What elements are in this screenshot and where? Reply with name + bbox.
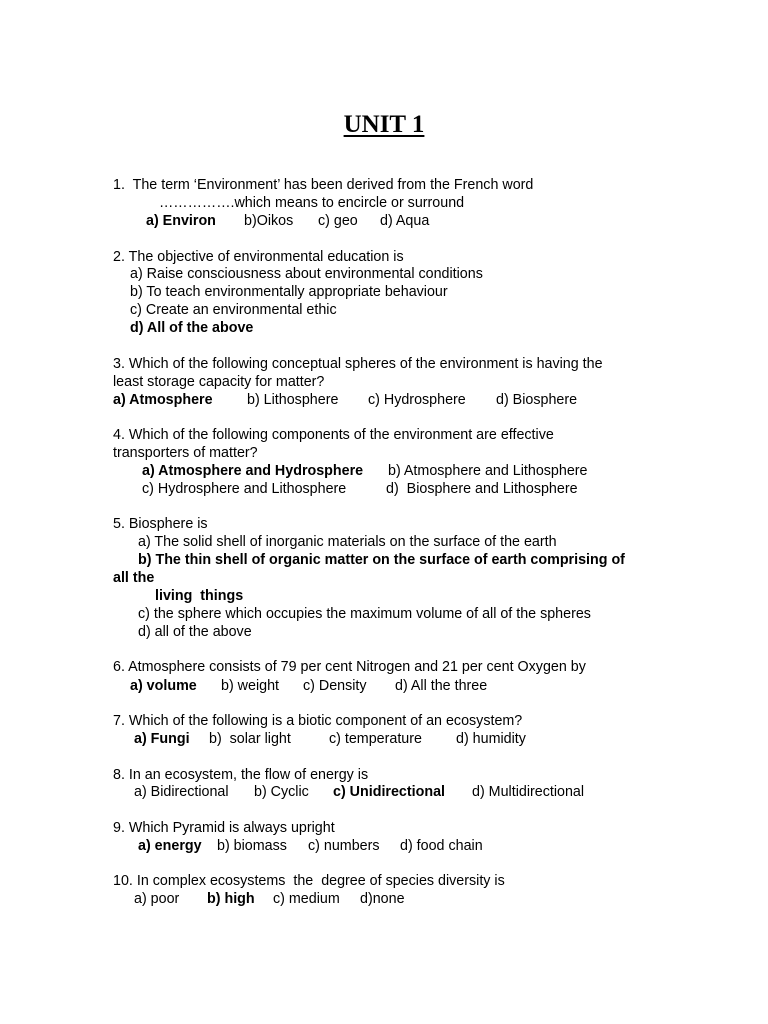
question-3-option-b: b) Lithosphere: [247, 392, 339, 408]
question-2-option-a: a) Raise consciousness about environmental conditions: [130, 266, 483, 282]
question-5-option-b-line2: all the: [113, 570, 155, 586]
question-10-text: 10. In complex ecosystems the degree of species diversity is: [113, 873, 505, 889]
question-8-option-a: a) Bidirectional: [134, 784, 229, 800]
question-5-option-b: b) The thin shell of organic matter on the surface of earth comprising of: [138, 552, 625, 568]
question-1-text-line2: …………….which means to encircle or surround: [159, 195, 465, 211]
question-1-text: 1. The term ‘Environment’ has been derived from the French word: [113, 177, 534, 193]
question-4-option-c: c) Hydrosphere and Lithosphere: [142, 481, 347, 497]
question-4-option-a: a) Atmosphere and Hydrosphere: [142, 463, 364, 479]
question-9-option-b: b) biomass: [217, 838, 287, 854]
question-7-option-c: c) temperature: [329, 731, 422, 747]
question-3-text: 3. Which of the following conceptual spheres of the environment is having the: [113, 356, 603, 372]
question-9-option-c: c) numbers: [308, 838, 380, 854]
question-1-option-d: d) Aqua: [380, 213, 430, 229]
question-6-option-d: d) All the three: [395, 678, 488, 694]
question-10-option-d: d)none: [360, 891, 405, 907]
question-9-option-a: a) energy: [138, 838, 202, 854]
question-4-text: 4. Which of the following components of the environment are effective: [113, 427, 554, 443]
question-2-option-c: c) Create an environmental ethic: [130, 302, 337, 318]
question-5-option-a: a) The solid shell of inorganic materials on the surface of the earth: [138, 534, 557, 550]
question-4-option-d: d) Biosphere and Lithosphere: [386, 481, 578, 497]
question-1-option-a: a) Environ: [146, 213, 216, 229]
question-8-option-d: d) Multidirectional: [472, 784, 585, 800]
question-5-option-d: d) all of the above: [138, 624, 252, 640]
page-title: UNIT 1: [343, 111, 425, 138]
question-5-option-b-line3: living things: [155, 588, 244, 604]
question-6-text: 6. Atmosphere consists of 79 per cent Nitrogen and 21 per cent Oxygen by: [113, 659, 586, 675]
question-7-text: 7. Which of the following is a biotic component of an ecosystem?: [113, 713, 523, 729]
question-1-option-c: c) geo: [318, 213, 358, 229]
question-6-option-a: a) volume: [130, 678, 197, 694]
question-9-text: 9. Which Pyramid is always upright: [113, 820, 335, 836]
question-2-option-d: d) All of the above: [130, 320, 254, 336]
question-2-text: 2. The objective of environmental education is: [113, 249, 404, 265]
question-2-option-b: b) To teach environmentally appropriate behaviour: [130, 284, 448, 300]
question-5-text: 5. Biosphere is: [113, 516, 208, 532]
question-1-option-b: b)Oikos: [244, 213, 294, 229]
question-4-text-line2: transporters of matter?: [113, 445, 258, 461]
question-6-option-c: c) Density: [303, 678, 367, 694]
question-3-option-a: a) Atmosphere: [113, 392, 213, 408]
question-7-option-a: a) Fungi: [134, 731, 190, 747]
question-6-option-b: b) weight: [221, 678, 280, 694]
question-5-option-c: c) the sphere which occupies the maximum volume of all of the spheres: [138, 606, 591, 622]
question-3-option-d: d) Biosphere: [496, 392, 578, 408]
question-7-option-d: d) humidity: [456, 731, 526, 747]
question-3-text-line2: least storage capacity for matter?: [113, 374, 325, 390]
question-3-option-c: c) Hydrosphere: [368, 392, 466, 408]
question-8-text: 8. In an ecosystem, the flow of energy is: [113, 767, 369, 783]
question-8-option-c: c) Unidirectional: [333, 784, 446, 800]
question-10-option-c: c) medium: [273, 891, 340, 907]
question-7-option-b: b) solar light: [209, 731, 291, 747]
question-10-option-b: b) high: [207, 891, 255, 907]
question-4-option-b: b) Atmosphere and Lithosphere: [388, 463, 588, 479]
question-8-option-b: b) Cyclic: [254, 784, 309, 800]
question-9-option-d: d) food chain: [400, 838, 483, 854]
question-10-option-a: a) poor: [134, 891, 180, 907]
